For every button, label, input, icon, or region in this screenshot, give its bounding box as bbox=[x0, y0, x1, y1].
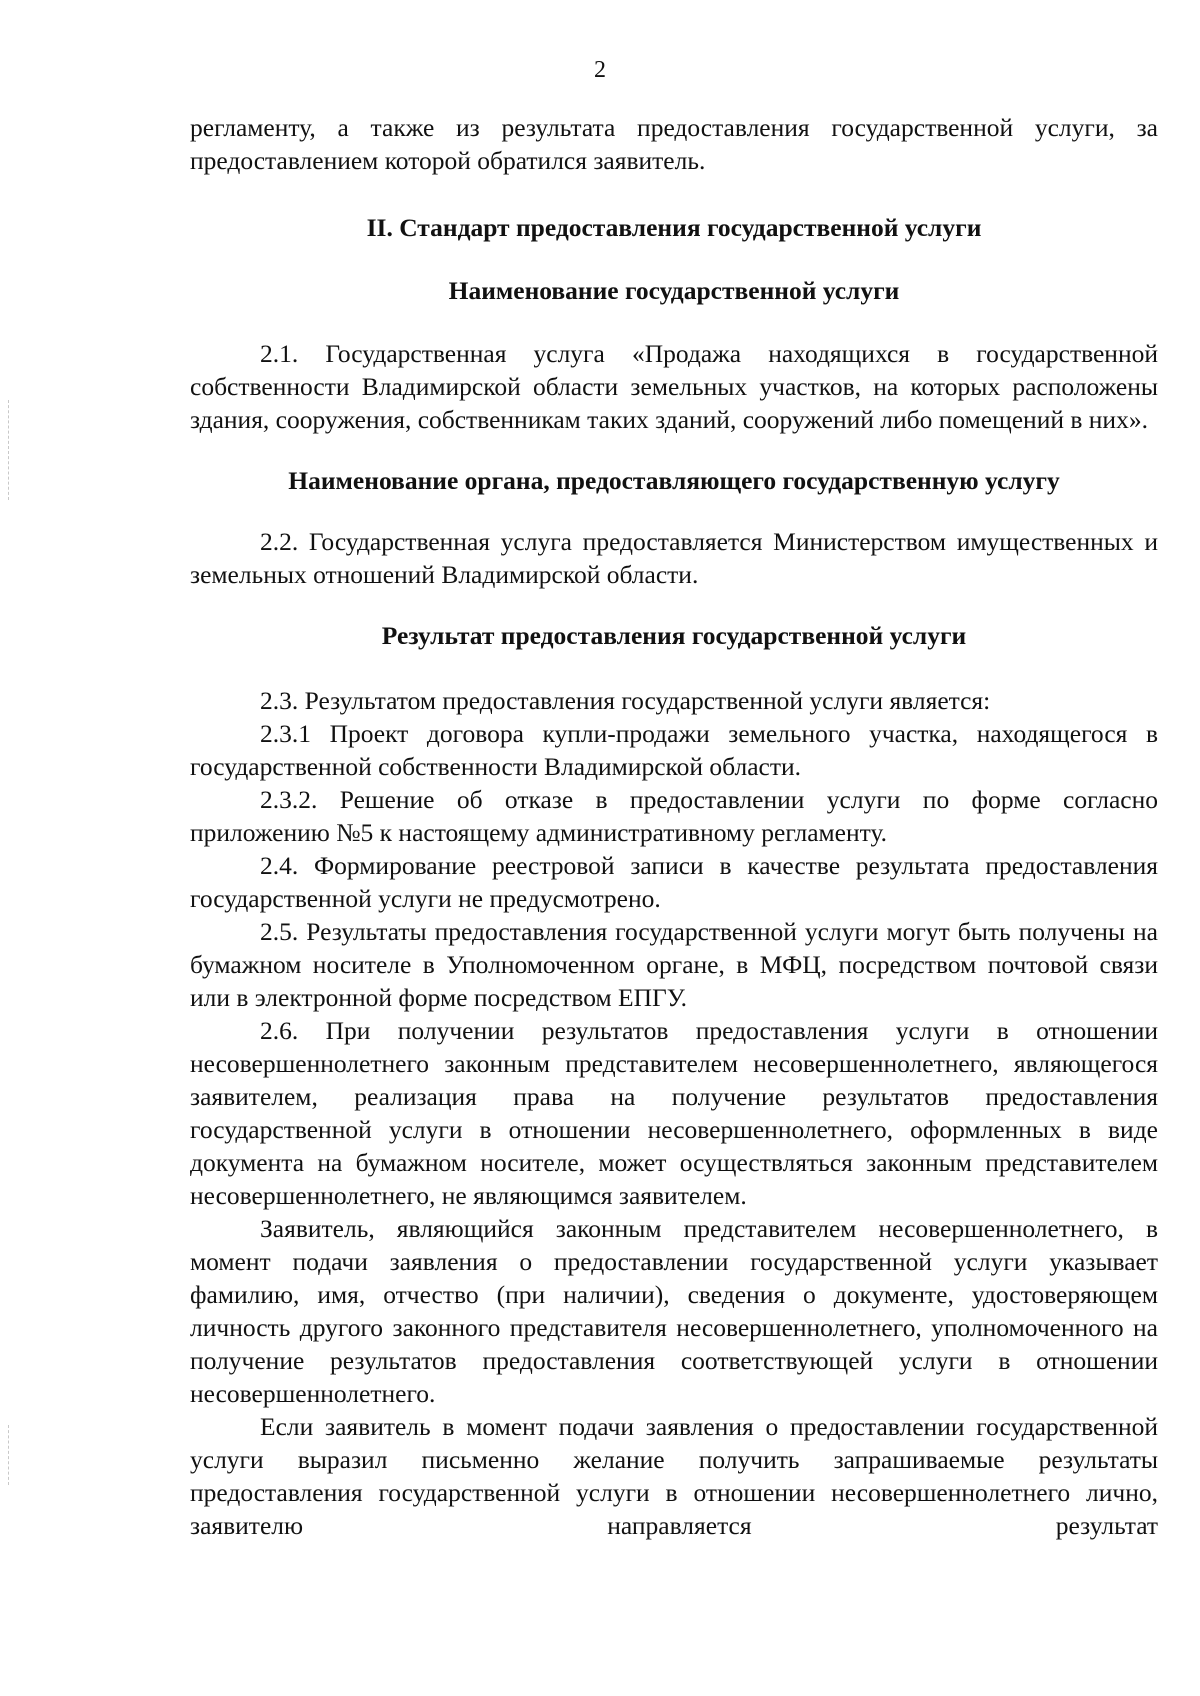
document-body bbox=[190, 111, 1158, 1542]
intro-paragraph: регламенту, а также из результата предоставления государственной услуги, за предоставлением которой обратился заявитель. bbox=[190, 113, 1158, 175]
paragraph-2-2: 2.2. Государственная услуга предоставляется Министерством имущественных и земельных отношений Владимирской области. bbox=[190, 527, 1158, 589]
paragraph-2-6: 2.6. При получении результатов предоставления услуги в отношении несовершеннолетнего законным представителем несовершеннолетнего, являющегося заявителем, реализация права на получение результатов предоставления государственной услуги в отношении несовершеннолетнего, оформленных в виде документа на бумажном носителе, может осуществляться законным представителем несовершеннолетнего, не являющимся заявителем. bbox=[190, 1016, 1158, 1210]
paragraph-2-3-2: 2.3.2. Решение об отказе в предоставлении услуги по форме согласно приложению №5 к настоящему административному регламенту. bbox=[190, 785, 1158, 847]
paragraph-2-3: 2.3. Результатом предоставления государственной услуги является: bbox=[260, 686, 991, 715]
subheading-authority-name: Наименование органа, предоставляющего государственную услугу bbox=[288, 466, 1060, 495]
scan-margin-marks-lower bbox=[8, 1425, 12, 1485]
scan-margin-marks bbox=[8, 400, 12, 500]
paragraph-if-applicant: Если заявитель в момент подачи заявления о предоставлении государственной услуги выразил письменно желание получить запрашиваемые результаты предоставления государственной услуги в отношении несовершеннолетнего лично, заявителю направляется результат bbox=[190, 1412, 1158, 1540]
paragraph-applicant: Заявитель, являющийся законным представителем несовершеннолетнего, в момент подачи заявления о предоставлении государственной услуги указывает фамилию, имя, отчество (при наличии), сведения о документе, удостоверяющем личность другого законного представителя несовершеннолетнего, уполномоченного на получение результатов предоставления соответствующей услуги в отношении несовершеннолетнего. bbox=[190, 1214, 1158, 1408]
paragraph-2-3-1: 2.3.1 Проект договора купли-продажи земельного участка, находящегося в государственной собственности Владимирской области. bbox=[190, 719, 1158, 781]
paragraph-2-5: 2.5. Результаты предоставления государственной услуги могут быть получены на бумажном носителе в Уполномоченном органе, в МФЦ, посредством почтовой связи или в электронной форме посредством ЕПГУ. bbox=[190, 917, 1158, 1012]
paragraph-2-4: 2.4. Формирование реестровой записи в качестве результата предоставления государственной услуги не предусмотрено. bbox=[190, 851, 1158, 913]
page-number: 2 bbox=[594, 57, 606, 83]
section-heading: II. Стандарт предоставления государственной услуги bbox=[366, 213, 982, 242]
subheading-result: Результат предоставления государственной услуги bbox=[381, 621, 967, 650]
subheading-service-name: Наименование государственной услуги bbox=[448, 276, 900, 305]
paragraph-2-1: 2.1. Государственная услуга «Продажа находящихся в государственной собственности Владимирской области земельных участков, на которых расположены здания, сооружения, собственникам таких зданий, сооружений либо помещений в них». bbox=[190, 339, 1158, 434]
